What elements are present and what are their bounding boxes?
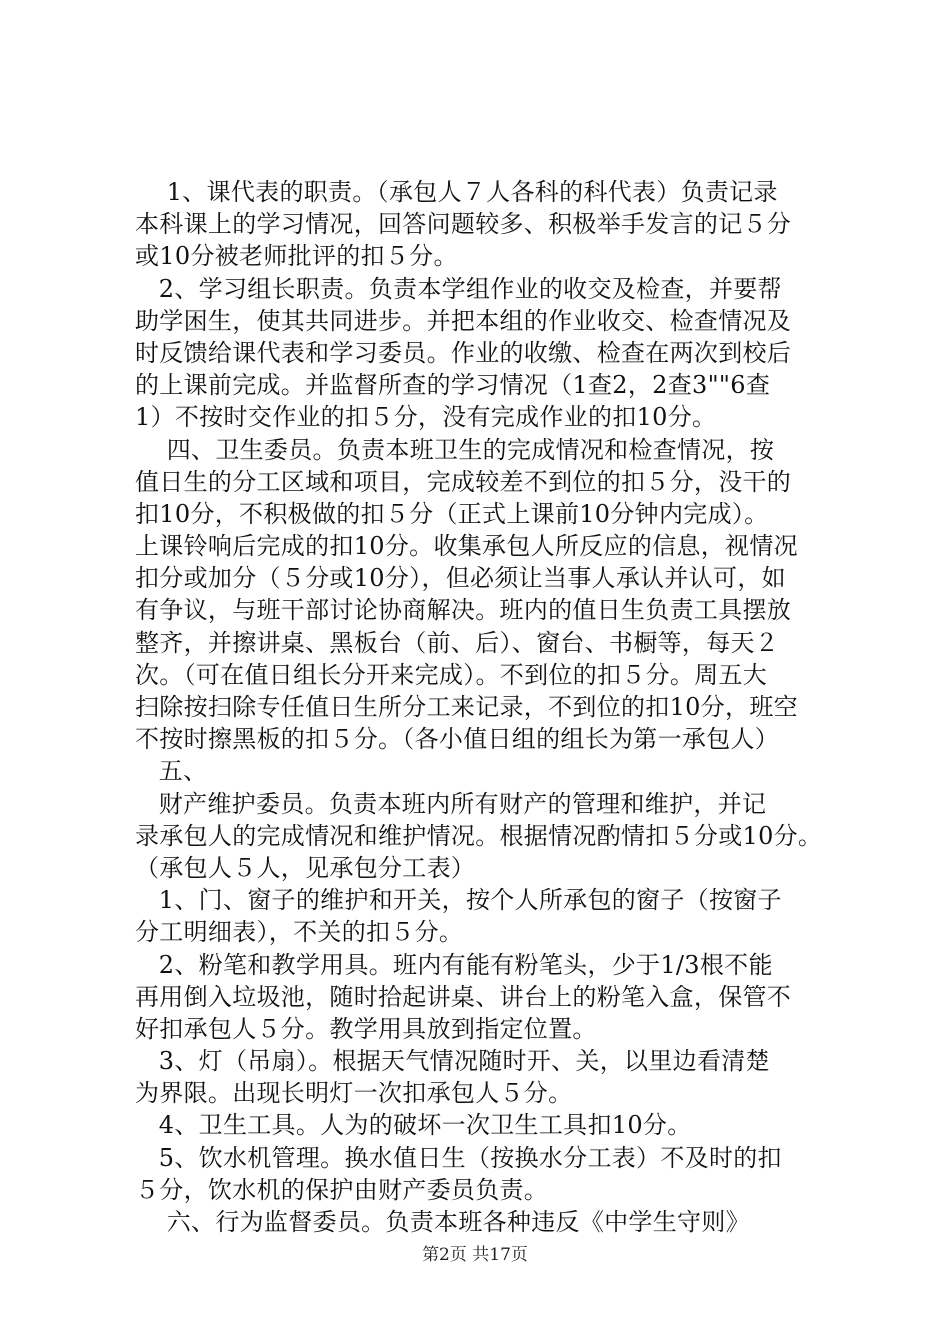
text-line: 次。（可在值日组长分开来完成）。不到位的扣５分。周五大 [135,660,768,689]
text-line: 的上课前完成。并监督所查的学习情况（1查2，2查3""6查 [135,371,771,400]
text-line: 四、卫生委员。负责本班卫生的完成情况和检查情况，按 [135,435,775,464]
text-line: 有争议，与班干部讨论协商解决。班内的值日生负责工具摆放 [135,596,792,625]
text-line: 时反馈给课代表和学习委员。作业的收缴、检查在两次到校后 [135,338,792,367]
text-line: 3、灯（吊扇）。根据天气情况随时开、关，以里边看清楚 [135,1047,770,1076]
text-line: ５分，饮水机的保护由财产委员负责。 [135,1175,549,1204]
page-footer: 第2页 共17页 [422,1245,528,1265]
text-line: 5、饮水机管理。换水值日生（按换水分工表）不及时的扣 [135,1143,782,1172]
text-line: 或10分被老师批评的扣５分。 [135,242,458,271]
text-line: 上课铃响后完成的扣10分。收集承包人所反应的信息，视情况 [135,532,798,561]
text-line: （承包人５人，见承包分工表） [135,853,476,882]
text-line: 1、门、窗子的维护和开关，按个人所承包的窗子（按窗子 [135,886,782,915]
text-line: 本科课上的学习情况，回答问题较多、积极举手发言的记５分 [135,210,792,239]
text-line: 录承包人的完成情况和维护情况。根据情况酌情扣５分或10分。 [135,821,823,850]
body-text [135,176,835,1238]
text-line: 六、行为监督委员。负责本班各种违反《中学生守则》 [135,1208,750,1236]
text-line: 五、 [135,757,208,786]
text-line: 2、学习组长职责。负责本学组作业的收交及检查，并要帮 [135,274,782,303]
text-line: 4、卫生工具。人为的破坏一次卫生工具扣10分。 [135,1111,692,1140]
text-line: 为界限。出现长明灯一次扣承包人５分。 [135,1079,573,1108]
text-line: 不按时擦黑板的扣５分。（各小值日组的组长为第一承包人） [135,725,780,754]
text-line: 再用倒入垃圾池，随时拾起讲桌、讲台上的粉笔入盒，保管不 [135,982,792,1011]
text-line: 好扣承包人５分。教学用具放到指定位置。 [135,1014,597,1043]
text-line: 1、课代表的职责。（承包人７人各科的科代表）负责记录 [135,178,778,206]
text-line: 扣分或加分（５分或10分），但必须让当事人承认并认可，如 [135,564,786,593]
text-line: 整齐，并擦讲桌、黑板台（前、后）、窗台、书橱等，每天２ [135,628,780,657]
text-line: 助学困生，使其共同进步。并把本组的作业收交、检查情况及 [135,306,792,335]
text-line: 财产维护委员。负责本班内所有财产的管理和维护，并记 [135,789,767,818]
text-line: 1）不按时交作业的扣５分，没有完成作业的扣10分。 [135,403,717,432]
text-line: 扫除按扫除专任值日生所分工来记录，不到位的扣10分，班空 [135,693,798,721]
text-line: 扣10分，不积极做的扣５分（正式上课前10分钟内完成）。 [135,499,769,528]
text-line: 2、粉笔和教学用具。班内有能有粉笔头，少于1/3根不能 [135,950,773,979]
text-line: 分工明细表），不关的扣５分。 [135,918,464,947]
text-line: 值日生的分工区域和项目，完成较差不到位的扣５分，没干的 [135,467,792,496]
